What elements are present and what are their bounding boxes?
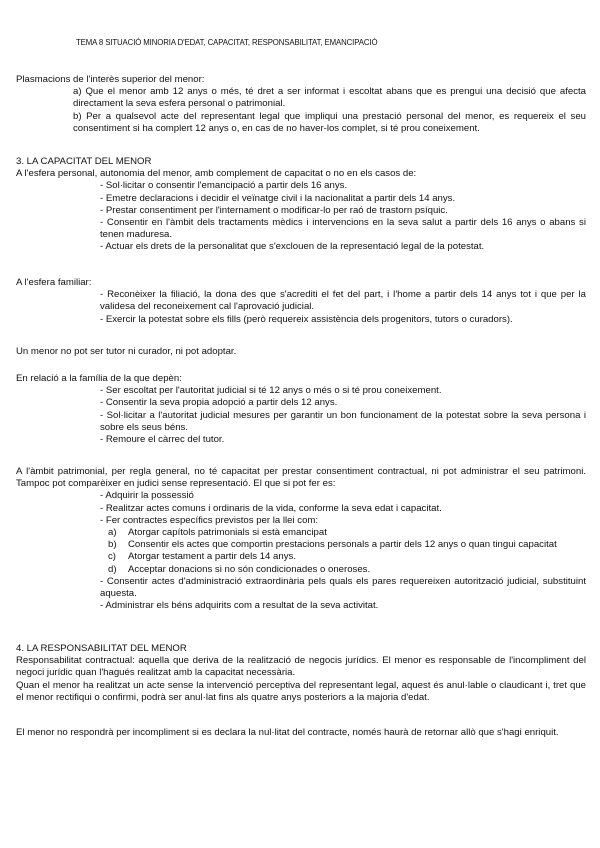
section-4-paragraph-2: Quan el menor ha realitzat un acte sense la intervenció perceptiva del representant legal, aquest és anul·lable o claudicant i, tret que el menor rectifiqui o confirmi, podrà ser anul·lat fins als quatre anys posteriors a la majoria d'edat.	[16, 679, 586, 703]
list-item: - Realitzar actes comuns i ordinaris de la vida, conforme la seva edat i capacitat.	[100, 502, 442, 514]
sub-list-item	[16, 539, 586, 551]
tutor-line: Un menor no pot ser tutor ni curador, ni pot adoptar.	[16, 346, 237, 357]
esfera-familiar-section	[16, 277, 586, 326]
sub-text: Atorgar capítols patrimonials si està emancipat	[128, 527, 327, 539]
sub-text: Consentir els actes que comportin prestacions personals a partir dels 12 anys o quan tingui capacitat	[128, 539, 557, 551]
section-3-title: 3. LA CAPACITAT DEL MENOR	[16, 156, 152, 167]
sub-letter: d)	[108, 563, 117, 575]
list-item: - Sol·licitar o consentir l'emancipació a partir dels 16 anys.	[100, 180, 348, 192]
plasmacions-section	[16, 74, 586, 135]
sub-list-item	[16, 551, 586, 563]
sub-list-item	[16, 527, 586, 539]
page-header: TEMA 8 SITUACIÓ MINORIA D'EDAT, CAPACITAT, RESPONSABILITAT, EMANCIPACIÓ	[76, 38, 378, 47]
section-4-paragraph-3: El menor no respondrà per incompliment si es declara la nul·litat del contracte, només haurà de retornar allò que s'hagi enriquit.	[16, 727, 559, 738]
list-item: - Sol·licitar a l'autoritat judicial mesures per garantir un bon funcionament de la potestat sobre la seva persona i sobre els seus béns.	[100, 409, 586, 433]
list-item: - Consentir la seva propia adopció a partir dels 12 anys.	[100, 397, 338, 409]
list-item: - Prestar consentiment per l'internament o modificar-lo per raó de trastorn psíquic.	[100, 204, 448, 216]
section-4-paragraph-1: Responsabilitat contractual: aquella que deriva de la realització de negocis jurídics. El menor es responsable de l'incompliment del negoci jurídic quan l'hagués realitzat amb la capacitat necessària.	[16, 655, 586, 679]
esfera-familiar-intro: A l'esfera familiar:	[16, 277, 92, 288]
responsabilitat-section	[16, 643, 586, 704]
patrimonial-section	[16, 466, 586, 612]
sub-text: Atorgar testament a partir dels 14 anys.	[128, 551, 296, 563]
relacio-familia-section	[16, 373, 586, 446]
section-4-title: 4. LA RESPONSABILITAT DEL MENOR	[16, 643, 187, 654]
list-item: - Ser escoltat per l'autoritat judicial si té 12 anys o més o si té prou coneixement.	[100, 385, 442, 397]
list-item: - Exercir la potestat sobre els fills (però requereix assistència dels progenitors, tutors o curadors).	[100, 313, 513, 325]
sub-text: Acceptar donacions si no són condicionades o oneroses.	[128, 563, 371, 575]
list-item: - Reconèixer la filiació, la dona des que s'acrediti el fet del part, i l'home a partir dels 14 anys tot i que per la validesa del reconeixement cal l'aprovació judicial.	[100, 289, 586, 313]
list-item: - Consentir actes d'administració extraordinària pels quals els pares requereixen autorització judicial, substituint aquesta.	[100, 575, 586, 600]
list-item: - Actuar els drets de la personalitat que s'exclouen de la representació legal de la potestat.	[100, 241, 485, 253]
list-item: - Fer contractes específics previstos per la llei com:	[100, 514, 319, 526]
sub-letter: a)	[108, 527, 117, 539]
list-item: - Administrar els béns adquirits com a resultat de la seva activitat.	[100, 600, 379, 612]
list-item: - Emetre declaracions i decidir el veïnatge civil i la nacionalitat a partir dels 14 anys.	[100, 192, 456, 204]
section-3-intro: A l'esfera personal, autonomia del menor, amb complement de capacitat o no en els casos de:	[16, 168, 417, 180]
list-item: - Adquirir la possessió	[100, 490, 194, 502]
sub-list-item	[16, 564, 586, 576]
patrimonial-intro: A l'àmbit patrimonial, per regla general, no té capacitat per prestar consentiment contractual, ni pot administrar el seu patrimoni. Tampoc pot comparèixer en judici sense representació. El que si pot fer es:	[16, 466, 586, 490]
plasmacions-item-b: b) Per a qualsevol acte del representant legal que impliqui una prestació personal del menor, es requereix el seu consentiment si ha complert 12 anys o, en cas de no haver-los complet, si té prou coneixement.	[73, 110, 586, 134]
relacio-intro: En relació a la família de la que depèn:	[16, 373, 182, 384]
list-item: - Consentir en l'àmbit dels tractaments mèdics i intervencions en la seva salut a partir dels 16 anys o abans si tenen maduresa.	[100, 217, 586, 241]
list-item: - Remoure el càrrec del tutor.	[100, 434, 225, 446]
sub-letter: c)	[108, 551, 116, 563]
plasmacions-title: Plasmacions de l'interès superior del menor:	[16, 74, 205, 85]
capacitat-section	[16, 156, 586, 254]
sub-letter: b)	[108, 539, 117, 551]
plasmacions-item-a: a) Que el menor amb 12 anys o més, té dret a ser informat i escoltat abans que es prengui una decisió que afecta directament la seva esfera personal o patrimonial.	[73, 86, 586, 110]
